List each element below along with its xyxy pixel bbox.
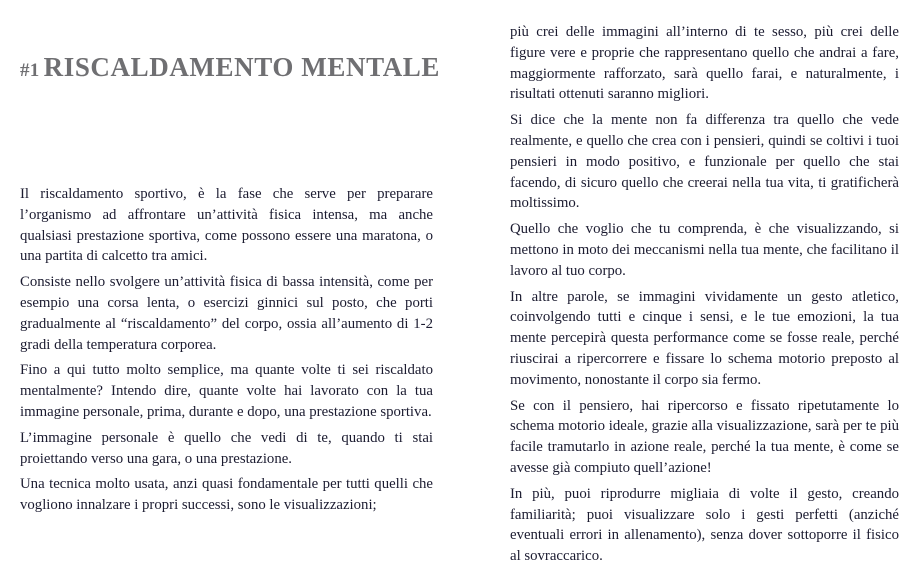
chapter-number: #1 bbox=[20, 60, 40, 82]
paragraph: Il riscaldamento sportivo, è la fase che serve per preparare l’organismo ad affrontare un’attività fisica intensa, ma anche qualsiasi prestazione sportiva, come possono essere una maratona, o una partita di calcetto tra amici. bbox=[20, 186, 433, 265]
paragraph: Se con il pensiero, hai ripercorso e fissato ripetutamente lo schema motorio ideale, grazie alla visualizzazione, sarà per te più facile tramutarlo in azione reale, perché la tua mente, è come se avesse già compiuto quell’azione! bbox=[510, 397, 899, 476]
paragraph: Fino a qui tutto molto semplice, ma quante volte ti sei riscaldato mentalmente? Intendo dire, quante volte hai lavorato con la tua immagine personale, prima, durante e dopo, una prestazione sportiva. bbox=[20, 362, 433, 420]
left-column bbox=[20, 184, 433, 521]
chapter-title-text: RISCALDAMENTO MENTALE bbox=[43, 52, 441, 83]
paragraph: Consiste nello svolgere un’attività fisica di bassa intensità, come per esempio una corsa lenta, o esercizi ginnici sul posto, che porti gradualmente al “riscaldamento” del corpo, ossia all’aumento di 1-2 gradi della temperatura corporea. bbox=[20, 274, 433, 353]
paragraph: Si dice che la mente non fa differenza tra quello che vede realmente, e quello che crea con i pensieri, quindi se coltivi i tuoi pensieri in modo positivo, e funzionale per quello che stai facendo, di sicuro quello che creerai nella tua vita, ti gratificherà moltissimo. bbox=[510, 112, 899, 212]
paragraph: In più, puoi riprodurre migliaia di volte il gesto, creando familiarità; puoi visualizzare solo i gesti perfetti (anziché eventuali errori in allenamento), senza dover sottoporre il fisico al sovraccarico. bbox=[510, 485, 899, 565]
paragraph: più crei delle immagini all’interno di te sesso, più crei delle figure vere e proprie che rappresentano quello che andrai a fare, maggiormente rafforzato, sarà quello farai, e naturalmente, i risultati ottenuti saranno migliori. bbox=[510, 24, 899, 103]
page-title bbox=[20, 47, 440, 84]
paragraph: Quello che voglio che tu comprenda, è che visualizzando, si mettono in moto dei meccanismi nella tua mente, che facilitano il lavoro al tuo corpo. bbox=[510, 221, 899, 279]
paragraph: L’immagine personale è quello che vedi di te, quando ti stai proiettando verso una gara, o una prestazione. bbox=[20, 429, 433, 467]
paragraph: In altre parole, se immagini vividamente un gesto atletico, coinvolgendo tutti e cinque i sensi, e le tue emozioni, la tua mente percepirà questa performance come se fosse reale, perché riuscirai a ripercorrere e fissare lo schema motorio preposto al movimento, nonostante il corpo sia fermo. bbox=[510, 288, 899, 388]
right-column bbox=[510, 22, 899, 570]
paragraph: Una tecnica molto usata, anzi quasi fondamentale per tutti quelli che vogliono innalzare i propri successi, sono le visualizzazioni; bbox=[20, 476, 433, 514]
